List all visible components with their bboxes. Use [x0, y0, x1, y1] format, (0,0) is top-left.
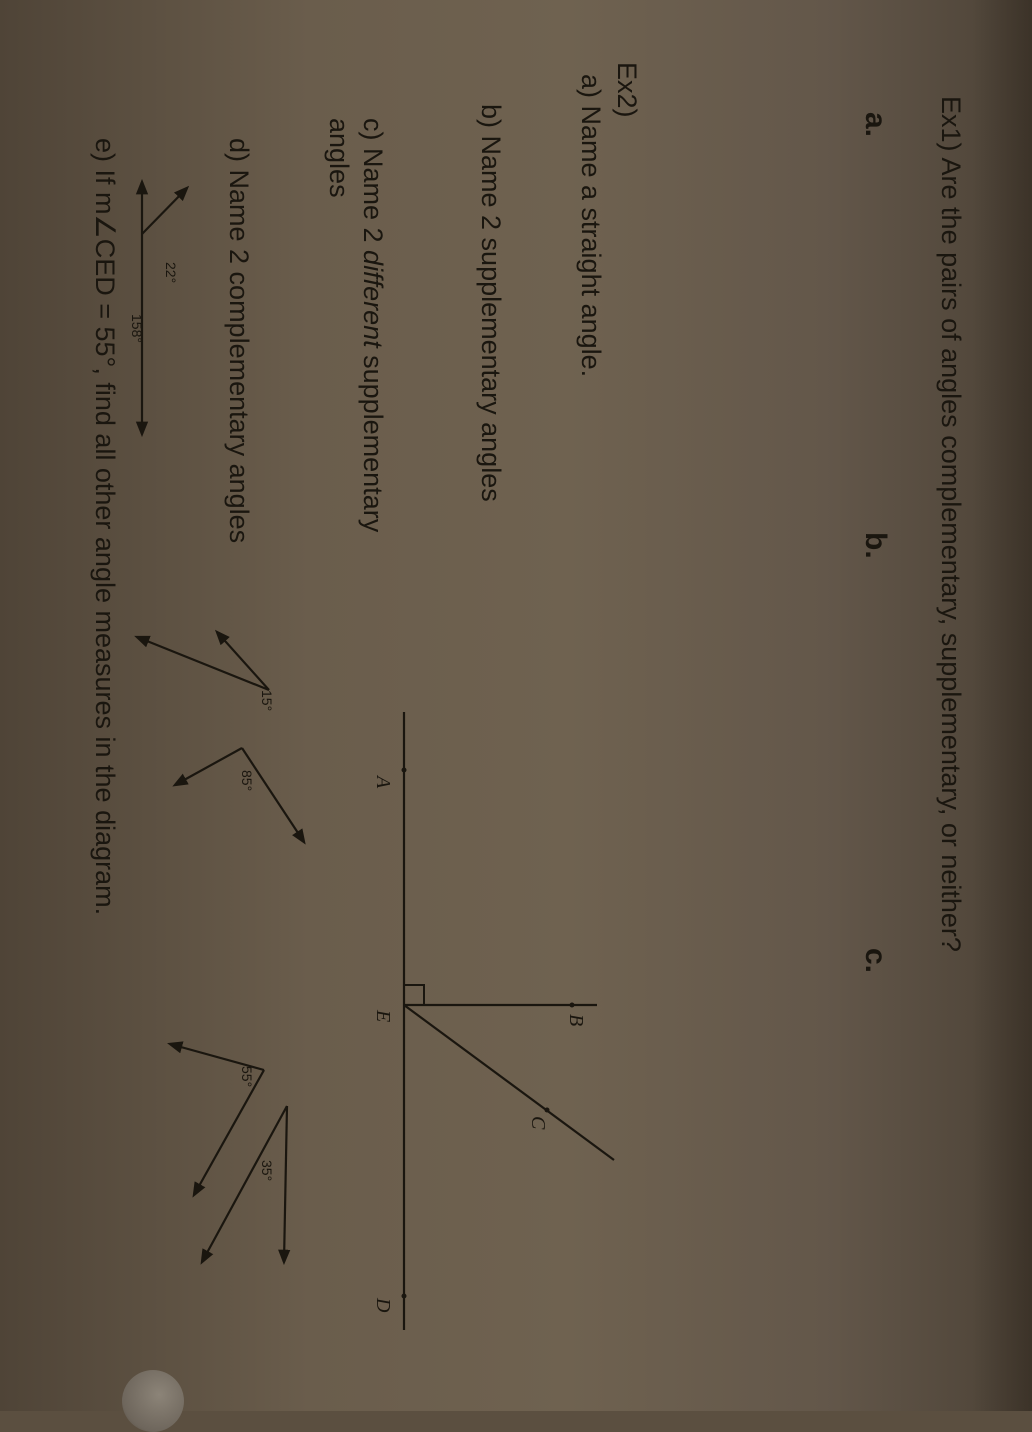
angle-label-b1: 15° [259, 690, 275, 712]
point-label-b: B [565, 1014, 587, 1027]
ex2-question-c-line2: angles [324, 118, 354, 198]
ex1-label-b: b. [859, 532, 892, 559]
angle-label-a2: 158° [129, 314, 145, 343]
ex2-question-c [357, 118, 388, 532]
angle-label-c1: 55° [239, 1066, 255, 1088]
ex1-label-c: c. [859, 948, 892, 974]
ex2-question-b: b) Name 2 supplementary angles [476, 104, 506, 502]
angle-label-a1: 22° [163, 262, 179, 284]
ex2-question-c-emphasis: different [358, 250, 388, 348]
ex2-question-a: a) Name a straight angle. [576, 74, 606, 378]
ex2-diagram [372, 712, 614, 1330]
angle-label-c2: 35° [259, 1160, 275, 1182]
ex2-question-e: e) If m∠CED = 55°, find all other angle measures in the diagram. [90, 138, 120, 916]
angle-label-b2: 85° [239, 770, 255, 792]
ex1-label-a: a. [859, 112, 892, 138]
point-label-c: C [527, 1116, 549, 1130]
ex2-question-c-suffix: supplementary [358, 347, 388, 533]
point-label-a: A [372, 776, 394, 789]
ex2-heading: Ex2) [612, 62, 642, 118]
diagram-c [170, 1044, 287, 1262]
point-label-e: E [372, 1010, 394, 1023]
ex2-question-d: d) Name 2 complementary angles [224, 138, 254, 544]
diagram-b [137, 632, 304, 842]
diagram-a [129, 182, 187, 434]
punch-hole [122, 1370, 184, 1432]
point-label-d: D [372, 1298, 394, 1313]
ex1-prompt: Ex1) Are the pairs of angles complementary, supplementary, or neither? [936, 96, 966, 952]
ex2-question-c-prefix: c) Name 2 [358, 118, 388, 251]
